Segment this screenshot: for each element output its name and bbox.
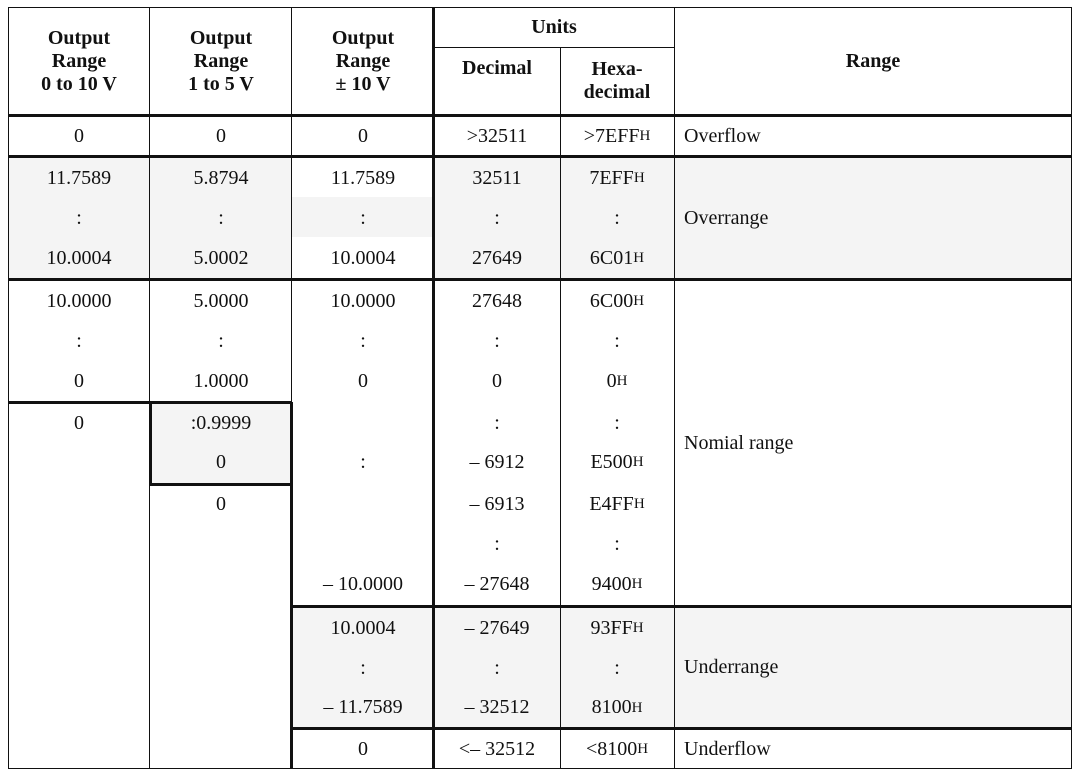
overflow-c2: 0 — [216, 124, 226, 147]
under-b-hex: : — [614, 656, 620, 679]
underflow-c3: 0 — [358, 737, 368, 760]
nom-c-c1: 0 — [74, 369, 84, 392]
header-decimal: Decimal — [462, 56, 532, 79]
overrange-label: Overrange — [684, 206, 769, 229]
over-a-hex-value: 7EFF — [589, 166, 634, 189]
under-b-dec: : — [494, 656, 500, 679]
nom-h-hex-value: 9400 — [591, 572, 632, 595]
over-c-hex-value: 6C01 — [589, 246, 634, 269]
nom-a-dec: 27648 — [472, 289, 522, 312]
nom-c-hex-value: 0 — [606, 369, 617, 392]
nom-d-hex: : — [614, 411, 620, 434]
underflow-dec: <– 32512 — [458, 737, 536, 760]
under-c-c3: – 11.7589 — [323, 696, 403, 718]
header-range: Range — [845, 49, 901, 72]
nom-c-c3: 0 — [358, 369, 368, 392]
overflow-hex: >7EFF H — [583, 124, 651, 147]
over-c-c2: 5.0002 — [193, 246, 249, 269]
under-a-hex-value: 93FF — [590, 616, 633, 639]
nom-e-dec: – 6912 — [469, 450, 525, 473]
nom-e-c3: : — [360, 450, 366, 473]
overflow-c1: 0 — [74, 124, 84, 147]
header-col3-line2: Range — [335, 49, 391, 72]
nom-a-c1: 10.0000 — [46, 289, 112, 312]
header-col-1-5v — [150, 8, 292, 114]
nom-g-dec: : — [494, 532, 500, 555]
vline-col1-lower — [149, 485, 150, 769]
header-col1-line1: Output — [47, 26, 111, 49]
over-c-c3: 10.0004 — [330, 246, 396, 269]
nom-h-c3: – 10.0000 — [323, 572, 403, 595]
nominal-range-label: Nomial range — [684, 431, 794, 454]
over-b-c3: : — [360, 206, 366, 229]
nom-b-hex: : — [614, 329, 620, 352]
header-col2-line1: Output — [189, 26, 253, 49]
nom-b-c2: : — [218, 329, 224, 352]
underflow-hex-value: <8100 — [585, 737, 638, 760]
nom-d-c1: 0 — [74, 411, 84, 434]
underflow-label: Underflow — [684, 737, 771, 760]
over-c-c1: 10.0004 — [46, 246, 112, 269]
nom-e-hex-value: E500 — [590, 450, 633, 473]
border-bottom — [8, 768, 1072, 769]
header-col-pm10v — [292, 8, 434, 114]
header-col2-line3: 1 to 5 V — [188, 72, 254, 95]
nom-b-c3: : — [360, 329, 366, 352]
nom-a-c3: 10.0000 — [330, 289, 396, 312]
header-col3-line3: ± 10 V — [335, 72, 391, 95]
header-col1-line2: Range — [51, 49, 107, 72]
nom-d-c2: :0.9999 — [190, 411, 252, 434]
nom-e-c2: 0 — [216, 450, 226, 473]
nom-e-hex: E500 H — [590, 450, 644, 473]
header-hex-line2: decimal — [583, 81, 651, 103]
over-a-c2: 5.8794 — [193, 166, 249, 189]
overflow-dec: >32511 — [466, 124, 528, 147]
over-c-hex: 6C01 H — [589, 246, 645, 269]
nom-g-hex: : — [614, 532, 620, 555]
header-col1-line3: 0 to 10 V — [41, 72, 117, 95]
over-b-c2: : — [218, 206, 224, 229]
under-a-c3: 10.0004 — [330, 616, 396, 639]
underflow-hex: <8100 H — [585, 737, 649, 760]
over-b-hex: : — [614, 206, 620, 229]
nom-c-hex: 0 H — [606, 369, 628, 392]
nom-f-hex-value: E4FF — [589, 492, 634, 515]
nom-f-hex: E4FF H — [589, 492, 645, 515]
nom-f-c2: 0 — [216, 492, 226, 515]
nom-a-hex: 6C00 H — [589, 289, 645, 312]
over-b-c1: : — [76, 206, 82, 229]
nom-a-c2: 5.0000 — [193, 289, 249, 312]
under-b-c3: : — [360, 656, 366, 679]
over-c-dec: 27649 — [472, 246, 522, 269]
nom-a-hex-value: 6C00 — [589, 289, 634, 312]
underrange-label: Underrange — [684, 656, 779, 678]
nom-d-dec: : — [494, 411, 500, 434]
over-a-c3: 11.7589 — [330, 166, 396, 189]
overflow-label: Overflow — [684, 124, 761, 147]
header-col-0-10v — [8, 8, 150, 114]
under-c-dec: – 32512 — [464, 696, 530, 718]
nom-c-c2: 1.0000 — [193, 369, 249, 392]
header-col2-line2: Range — [193, 49, 249, 72]
header-col3-line1: Output — [331, 26, 395, 49]
under-c-hex-value: 8100 — [591, 696, 632, 718]
over-a-dec: 32511 — [472, 166, 522, 189]
under-a-hex: 93FF H — [590, 616, 644, 639]
over-a-c1: 11.7589 — [46, 166, 112, 189]
header-units: Units — [531, 16, 577, 38]
header-hex-line1: Hexa- — [591, 58, 643, 80]
under-c-hex: 8100 H — [591, 696, 643, 718]
nom-c-dec: 0 — [492, 369, 502, 392]
nom-h-dec: – 27648 — [464, 572, 530, 595]
nom-h-hex: 9400 H — [591, 572, 643, 595]
nom-b-dec: : — [494, 329, 500, 352]
over-b-dec: : — [494, 206, 500, 229]
over-a-hex: 7EFF H — [589, 166, 645, 189]
overflow-hex-value: >7EFF — [583, 124, 640, 147]
overflow-c3: 0 — [358, 124, 368, 147]
under-a-dec: – 27649 — [464, 616, 530, 639]
header-hexadecimal — [560, 48, 674, 114]
nom-b-c1: : — [76, 329, 82, 352]
nom-f-dec: – 6913 — [469, 492, 525, 515]
